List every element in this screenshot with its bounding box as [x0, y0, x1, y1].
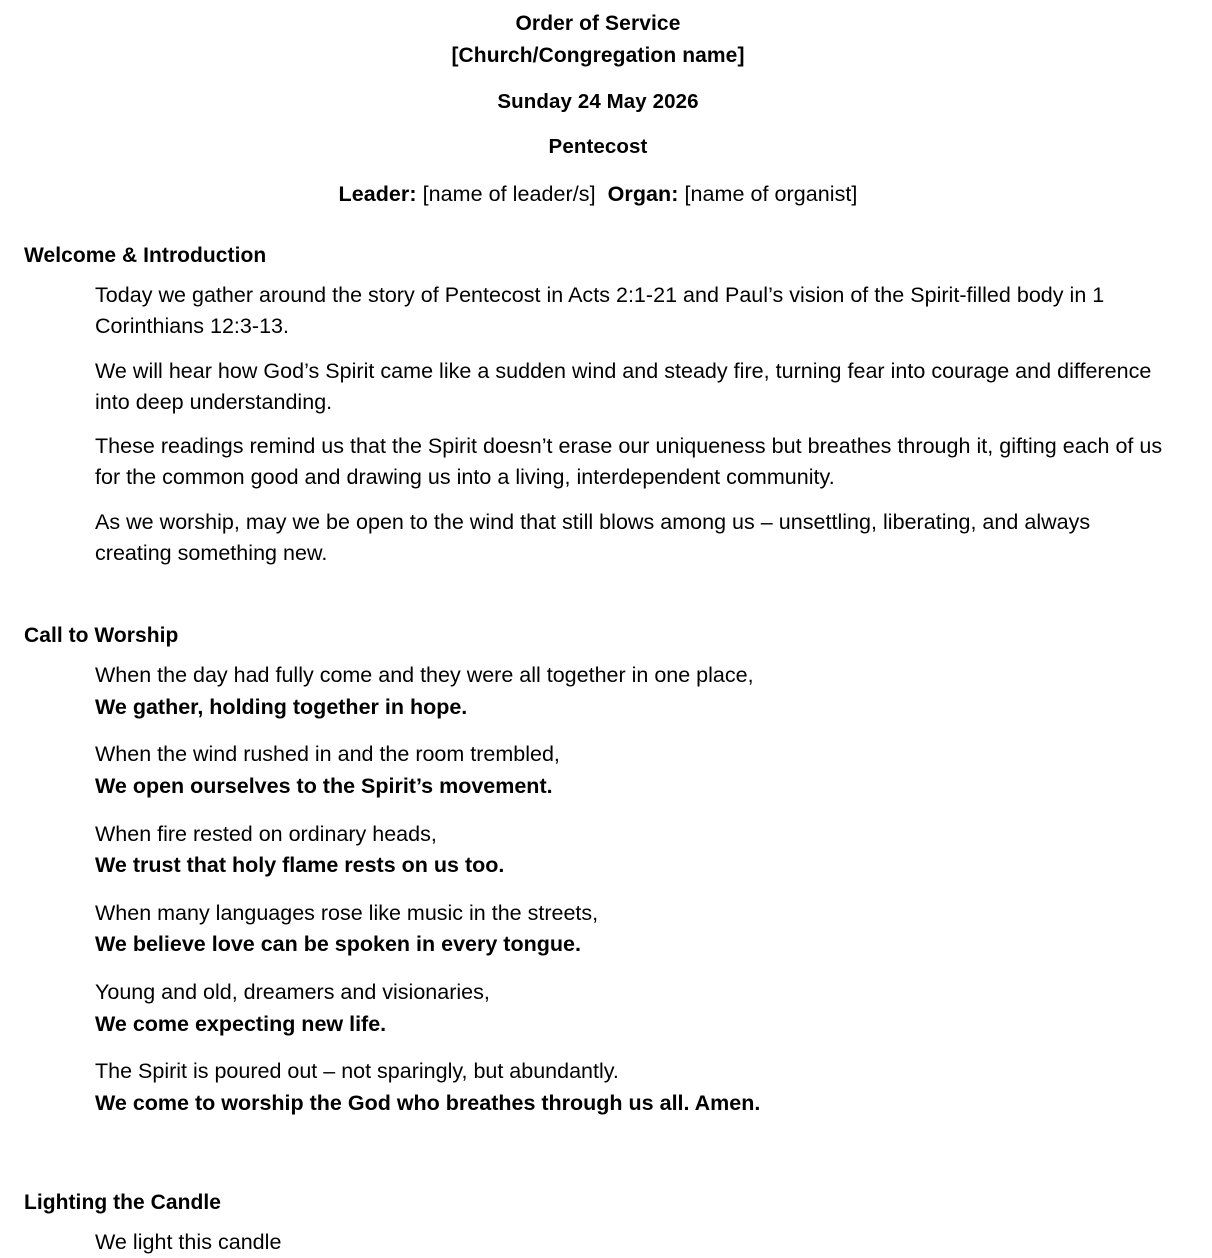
responsive-exchange [24, 977, 1172, 1040]
section-call-to-worship [24, 624, 1172, 1119]
service-date: Sunday 24 May 2026 [497, 89, 699, 113]
section-welcome-introduction [24, 244, 1172, 568]
document-title: Order of Service [515, 12, 681, 35]
section-lighting-the-candle [24, 1191, 1172, 1258]
section-heading-welcome: Welcome & Introduction [24, 244, 267, 268]
leader-line: When the wind rushed in and the room trembled, [95, 742, 560, 767]
responsive-exchange [24, 1056, 1172, 1119]
paragraph: These readings remind us that the Spirit doesn’t erase our uniqueness but breathes through it, gifting each of us for the common good and drawing us into a living, interdependent community. [95, 434, 1163, 490]
responsive-exchange [24, 819, 1172, 882]
leader-value: [name of leader/s] [422, 182, 596, 207]
congregation-response: We gather, holding together in hope. [95, 694, 468, 719]
paragraph: We will hear how God’s Spirit came like a sudden wind and steady fire, turning fear into courage and difference into deep understanding. [95, 358, 1152, 414]
leader-line: When the day had fully come and they were all together in one place, [95, 663, 754, 688]
section-heading-lighting-the-candle: Lighting the Candle [24, 1191, 221, 1215]
document-header [24, 8, 1172, 210]
paragraph: We light this candle [95, 1230, 282, 1255]
congregation-response: We believe love can be spoken in every tongue. [95, 932, 581, 957]
leader-label: Leader: [338, 182, 417, 207]
congregation-response: We come to worship the God who breathes through us all. Amen. [95, 1090, 761, 1115]
paragraph: As we worship, may we be open to the wind that still blows among us – unsettling, liberating, and always creating something new. [95, 509, 1091, 565]
section-heading-call-to-worship: Call to Worship [24, 624, 179, 648]
organ-value: [name of organist] [684, 182, 858, 207]
service-occasion: Pentecost [548, 134, 648, 158]
congregation-response: We trust that holy flame rests on us too. [95, 853, 505, 878]
responsive-exchange [24, 739, 1172, 802]
leader-line: When fire rested on ordinary heads, [95, 821, 437, 846]
responsive-exchange [24, 898, 1172, 961]
paragraph: Today we gather around the story of Pentecost in Acts 2:1-21 and Paul’s vision of the Spirit-filled body in 1 Corinthians 12:3-13. [95, 283, 1105, 339]
leader-line: The Spirit is poured out – not sparingly, but abundantly. [95, 1059, 619, 1084]
leader-line: Young and old, dreamers and visionaries, [95, 980, 490, 1004]
responsive-exchange [24, 660, 1172, 723]
leader-line: When many languages rose like music in the streets, [95, 900, 599, 925]
congregation-name: [Church/Congregation name] [451, 43, 745, 67]
congregation-response: We open ourselves to the Spirit’s movement. [95, 774, 553, 799]
organ-label: Organ: [607, 182, 679, 207]
section-spacer [24, 568, 1172, 594]
congregation-response: We come expecting new life. [95, 1011, 387, 1036]
leader-organ-line [24, 178, 1172, 210]
section-spacer [24, 1135, 1172, 1161]
